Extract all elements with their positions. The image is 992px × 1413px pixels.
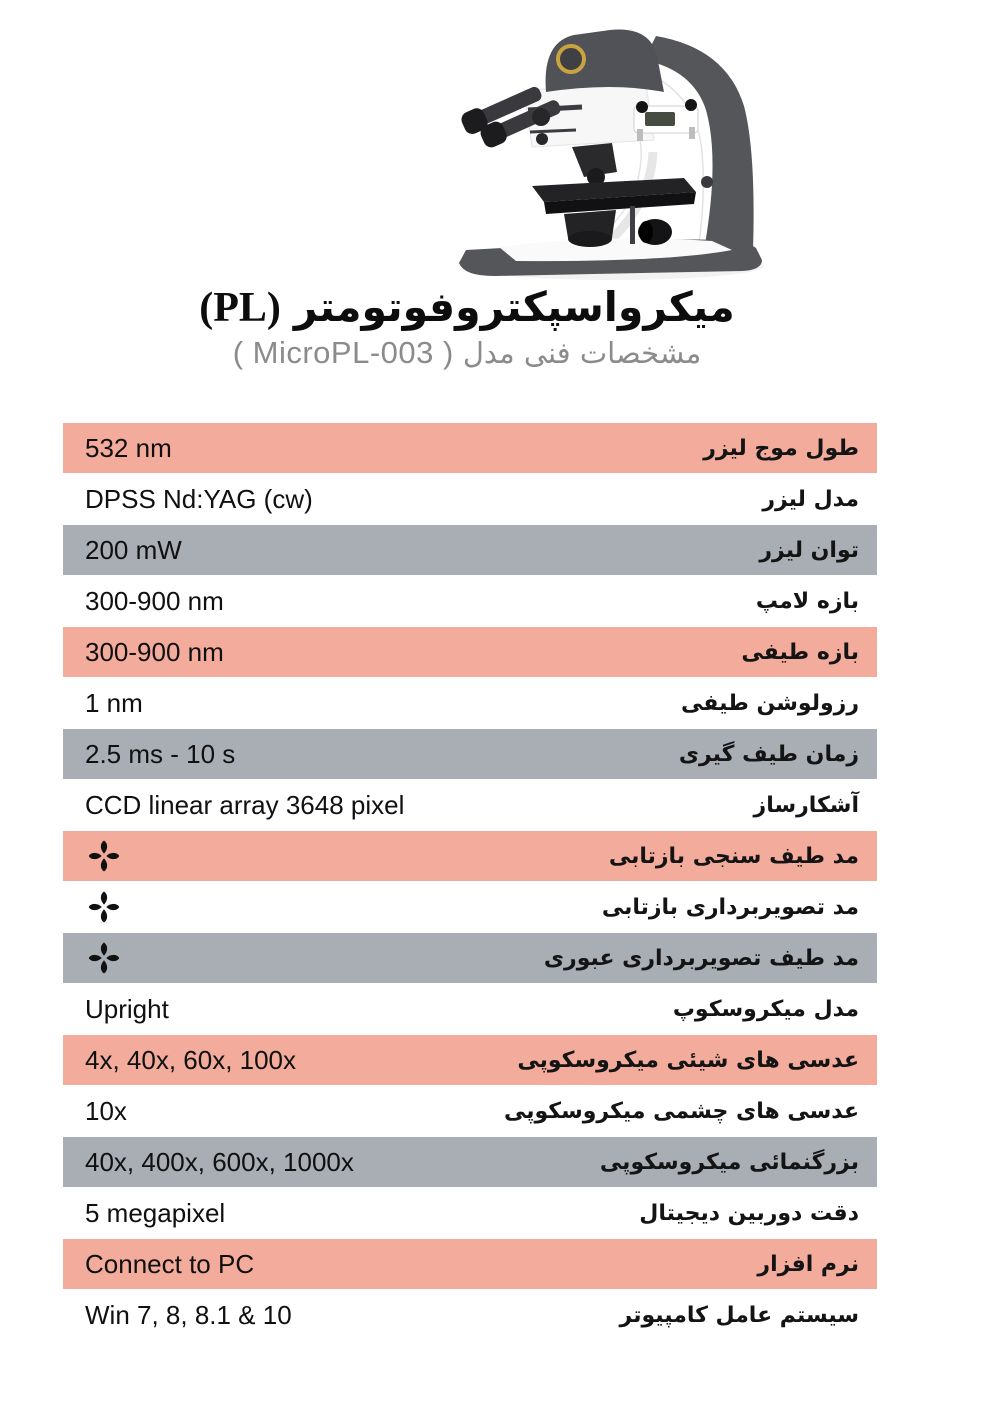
row-value: Upright <box>85 993 169 1024</box>
table-row <box>63 423 877 473</box>
row-value: Win 7, 8, 8.1 & 10 <box>85 1299 292 1330</box>
row-label: زمان طیف گیری <box>678 741 859 767</box>
microscope-illustration <box>444 10 774 282</box>
title-block <box>0 284 934 371</box>
row-label: دقت دوربین دیجیتال <box>639 1200 859 1226</box>
row-value: 4x, 40x, 60x, 100x <box>85 1044 297 1075</box>
row-value: Connect to PC <box>85 1248 255 1279</box>
row-label: عدسی های شیئی میکروسکوپی <box>517 1047 859 1073</box>
table-row <box>63 1086 877 1136</box>
table-row <box>63 678 877 728</box>
table-row <box>63 1137 877 1187</box>
row-label: بازه لامپ <box>755 588 859 614</box>
row-value: 1 nm <box>85 687 143 718</box>
table-row <box>63 1239 877 1289</box>
row-value: 5 megapixel <box>85 1197 226 1228</box>
four-petal-asterisk-icon <box>89 890 119 924</box>
spec-table <box>63 423 877 1341</box>
table-row <box>63 525 877 575</box>
table-row <box>63 882 877 932</box>
row-label: طول موج لیزر <box>703 435 859 461</box>
row-label: مد طیف سنجی بازتابی <box>608 843 859 869</box>
row-value: 200 mW <box>85 534 182 565</box>
row-value: 40x, 400x, 600x, 1000x <box>85 1146 354 1177</box>
four-petal-asterisk-icon <box>89 839 119 873</box>
row-label: مد طیف تصویربرداری عبوری <box>543 945 859 971</box>
page-subtitle <box>233 335 702 371</box>
row-label: رزولوشن طیفی <box>681 690 859 716</box>
page-title-fa: میکرواسپکتروفوتومتر <box>293 283 735 331</box>
page-title-en: (PL) <box>199 285 281 331</box>
row-value: 10x <box>85 1095 127 1126</box>
row-label: مد تصویربرداری بازتابی <box>601 894 859 920</box>
row-value <box>63 839 119 873</box>
row-value: DPSS Nd:YAG (cw) <box>85 483 313 514</box>
row-label: سیستم عامل کامپیوتر <box>619 1302 859 1328</box>
row-label: مدل لیزر <box>762 486 859 512</box>
row-value: 300-900 nm <box>85 585 224 616</box>
row-label: مدل میکروسکوپ <box>672 996 859 1022</box>
row-value <box>63 941 119 975</box>
table-row <box>63 729 877 779</box>
table-row <box>63 984 877 1034</box>
row-label: بزرگنمائی میکروسکوپی <box>599 1149 859 1175</box>
row-label: آشکارساز <box>753 792 859 818</box>
page-subtitle-en: ( MicroPL-003 ) <box>232 335 454 371</box>
table-row <box>63 474 877 524</box>
table-row <box>63 1290 877 1340</box>
tower-dot <box>701 176 713 188</box>
row-value: 2.5 ms - 10 s <box>85 738 236 769</box>
row-value <box>63 890 119 924</box>
table-row <box>63 1035 877 1085</box>
brand-ring-logo <box>558 46 584 72</box>
row-label: بازه طیفی <box>741 639 859 665</box>
microscope-image <box>444 10 774 282</box>
row-value: CCD linear array 3648 pixel <box>85 789 405 820</box>
row-label: نرم افزار <box>757 1251 859 1277</box>
table-row <box>63 1188 877 1238</box>
table-row <box>63 780 877 830</box>
row-value: 300-900 nm <box>85 636 224 667</box>
page-title <box>199 284 735 331</box>
row-value: 532 nm <box>85 432 172 463</box>
row-label: عدسی های چشمی میکروسکوپی <box>503 1098 859 1124</box>
four-petal-asterisk-icon <box>89 941 119 975</box>
table-row <box>63 576 877 626</box>
row-label: توان لیزر <box>759 537 859 563</box>
table-row <box>63 627 877 677</box>
table-row <box>63 831 877 881</box>
condenser <box>564 210 616 247</box>
table-row <box>63 933 877 983</box>
page-subtitle-fa: مشخصات فنی مدل <box>462 336 702 371</box>
